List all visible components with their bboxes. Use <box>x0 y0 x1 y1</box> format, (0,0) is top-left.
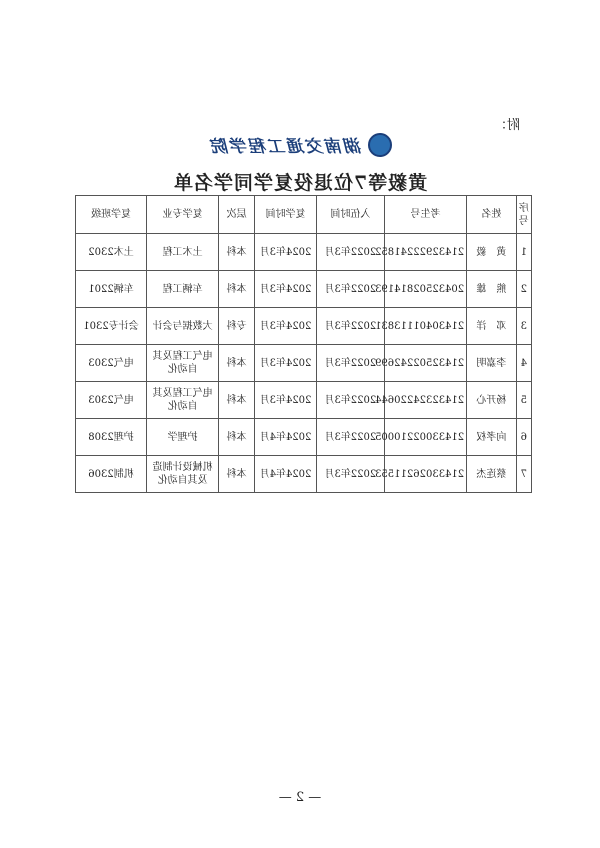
page-title: 黄毅等7位退役复学同学名单 <box>172 172 428 194</box>
cell-class: 护理2308 <box>76 419 147 456</box>
school-emblem-icon <box>368 133 392 157</box>
cell-resume-date: 2024年3月 <box>255 234 317 271</box>
cell-enlist-date: 2022年3月 <box>316 234 384 271</box>
cell-exam-id: 21432502242699 <box>384 345 466 382</box>
table-row <box>76 345 532 382</box>
table-row <box>76 271 532 308</box>
cell-major: 土木工程 <box>147 234 219 271</box>
cell-level: 本科 <box>219 419 255 456</box>
cell-name: 杨开心 <box>467 382 516 419</box>
cell-class: 电气2303 <box>76 382 147 419</box>
table-row <box>76 419 532 456</box>
page-number: — 2 — <box>278 790 322 805</box>
table-row <box>76 308 532 345</box>
table-row <box>76 382 532 419</box>
cell-seq: 4 <box>516 345 531 382</box>
cell-major: 车辆工程 <box>147 271 219 308</box>
header-major: 复学专业 <box>147 196 219 234</box>
cell-enlist-date: 2022年3月 <box>316 419 384 456</box>
cell-exam-id: 21432324220644 <box>384 382 466 419</box>
cell-enlist-date: 2022年3月 <box>316 308 384 345</box>
cell-name: 李嘉明 <box>467 345 516 382</box>
header-name: 姓名 <box>467 196 516 234</box>
cell-level: 本科 <box>219 456 255 493</box>
header-seq: 序号 <box>516 196 531 234</box>
cell-name: 向孝权 <box>467 419 516 456</box>
table-row <box>76 234 532 271</box>
header-enlist-date: 入伍时间 <box>316 196 384 234</box>
cell-level: 本科 <box>219 234 255 271</box>
header-class: 复学班级 <box>76 196 147 234</box>
cell-resume-date: 2024年4月 <box>255 419 317 456</box>
cell-major: 电气工程及其自动化 <box>147 382 219 419</box>
cell-seq: 6 <box>516 419 531 456</box>
student-table <box>75 195 532 493</box>
cell-level: 专科 <box>219 308 255 345</box>
cell-name: 熊 雄 <box>467 271 516 308</box>
table-header-row <box>76 196 532 234</box>
cell-enlist-date: 2022年3月 <box>316 271 384 308</box>
cell-level: 本科 <box>219 271 255 308</box>
cell-resume-date: 2024年3月 <box>255 345 317 382</box>
cell-major: 大数据与会计 <box>147 308 219 345</box>
cell-major: 机械设计制造及其自动化 <box>147 456 219 493</box>
cell-exam-id: 20432502814193 <box>384 271 466 308</box>
school-name: 湖南交通工程学院 <box>210 137 362 157</box>
cell-exam-id: 21432922241852 <box>384 234 466 271</box>
cell-exam-id: 21433026211553 <box>384 456 466 493</box>
header-exam-id: 考生号 <box>384 196 466 234</box>
cell-enlist-date: 2022年3月 <box>316 456 384 493</box>
cell-seq: 1 <box>516 234 531 271</box>
cell-name: 邓 洋 <box>467 308 516 345</box>
cell-seq: 3 <box>516 308 531 345</box>
school-logo <box>210 132 392 157</box>
cell-class: 机制2306 <box>76 456 147 493</box>
cell-name: 蔡连杰 <box>467 456 516 493</box>
cell-class: 土木2302 <box>76 234 147 271</box>
cell-level: 本科 <box>219 382 255 419</box>
cell-seq: 5 <box>516 382 531 419</box>
cell-exam-id: 21430401113831 <box>384 308 466 345</box>
cell-class: 电气2303 <box>76 345 147 382</box>
cell-name: 黄 毅 <box>467 234 516 271</box>
cell-seq: 2 <box>516 271 531 308</box>
attachment-label: 附： <box>493 118 520 133</box>
cell-resume-date: 2024年3月 <box>255 308 317 345</box>
cell-major: 电气工程及其自动化 <box>147 345 219 382</box>
cell-enlist-date: 2022年3月 <box>316 345 384 382</box>
cell-resume-date: 2024年3月 <box>255 271 317 308</box>
cell-class: 车辆2201 <box>76 271 147 308</box>
header-level: 层次 <box>219 196 255 234</box>
cell-resume-date: 2024年4月 <box>255 456 317 493</box>
cell-level: 本科 <box>219 345 255 382</box>
cell-class: 会计专2301 <box>76 308 147 345</box>
table-row <box>76 456 532 493</box>
cell-resume-date: 2024年3月 <box>255 382 317 419</box>
header-resume-date: 复学时间 <box>255 196 317 234</box>
cell-seq: 7 <box>516 456 531 493</box>
cell-enlist-date: 2022年3月 <box>316 382 384 419</box>
cell-major: 护理学 <box>147 419 219 456</box>
cell-exam-id: 21433002210005 <box>384 419 466 456</box>
